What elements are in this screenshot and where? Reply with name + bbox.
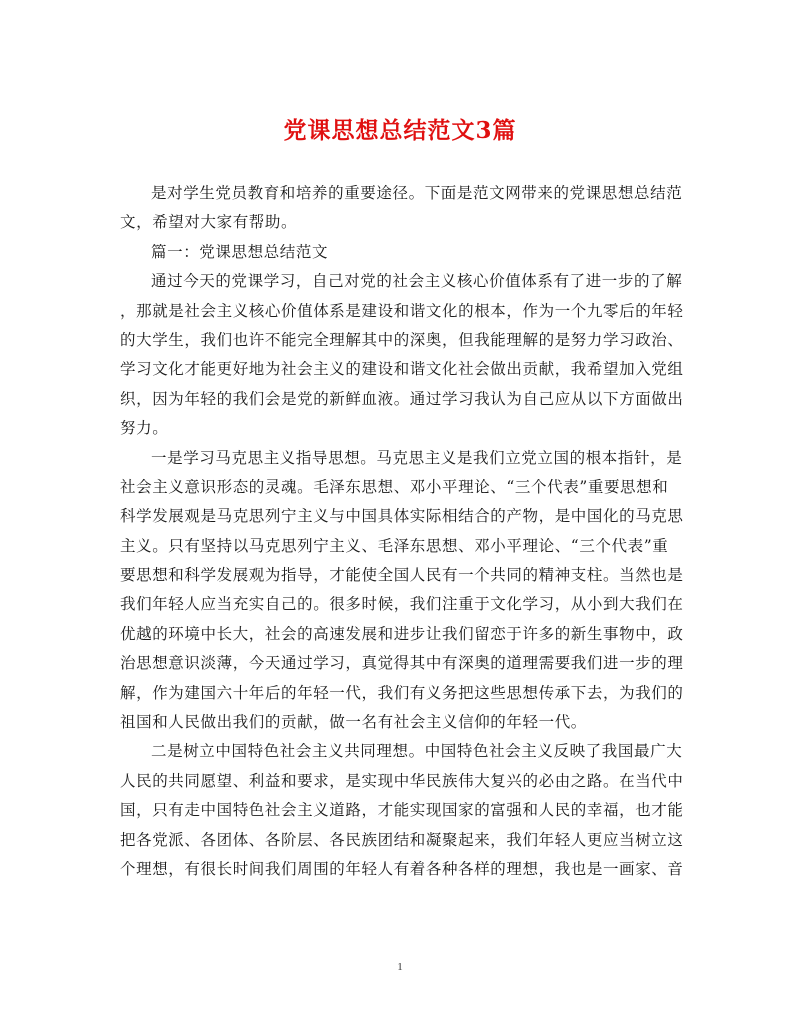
- text-line: 社会主义意识形态的灵魂。毛泽东思想、邓小平理论、“三个代表”重要思想和: [120, 477, 669, 496]
- text-line: 治思想意识淡薄，今天通过学习，真觉得其中有深奥的道理需要我们进一步的理: [120, 654, 684, 673]
- text-line: 主义。只有坚持以马克思列宁主义、毛泽东思想、邓小平理论、“三个代表”重: [120, 536, 669, 555]
- text-line: 我们年轻人应当充实自己的。很多时候，我们注重于文化学习，从小到大我们在: [120, 595, 684, 614]
- text-line: 国，只有走中国特色社会主义道路，才能实现国家的富强和人民的幸福，也才能: [120, 801, 684, 820]
- text-line: 学习文化才能更好地为社会主义的建设和谐文化社会做出贡献，我希望加入党组: [120, 360, 684, 379]
- text-line: 二是树立中国特色社会主义共同理想。中国特色社会主义反映了我国最广大: [151, 742, 683, 761]
- text-line: 人民的共同愿望、利益和要求，是实现中华民族伟大复兴的必由之路。在当代中: [120, 771, 684, 790]
- text-line: 科学发展观是马克思列宁主义与中国具体实际相结合的产物，是中国化的马克思: [120, 507, 684, 526]
- text-line: 通过今天的党课学习，自己对党的社会主义核心价值体系有了进一步的了解: [151, 272, 683, 291]
- text-line: 文，希望对大家有帮助。: [120, 213, 298, 232]
- text-line: 解，作为建国六十年后的年轻一代，我们有义务把这些思想传承下去，为我们的: [120, 683, 684, 702]
- text-line: 祖国和人民做出我们的贡献，做一名有社会主义信仰的年轻一代。: [120, 713, 587, 732]
- text-line: 一是学习马克思主义指导思想。马克思主义是我们立党立国的根本指针，是: [151, 448, 683, 467]
- document-title: 党课思想总结范文3篇: [283, 117, 517, 144]
- text-line: 织，因为年轻的我们会是党的新鲜血液。通过学习我认为自己应从以下方面做出: [120, 389, 684, 408]
- text-line: 优越的环境中长大，社会的高速发展和进步让我们留恋于许多的新生事物中，政: [120, 624, 684, 643]
- text-line: 个理想，有很长时间我们周围的年轻人有着各种各样的理想，我也是一画家、音: [120, 859, 684, 878]
- text-line: 努力。: [120, 419, 169, 438]
- document-body: [120, 179, 682, 884]
- text-line: 把各党派、各团体、各阶层、各民族团结和凝聚起来，我们年轻人更应当树立这: [120, 830, 684, 849]
- text-line: 要思想和科学发展观为指导，才能使全国人民有一个共同的精神支柱。当然也是: [120, 566, 684, 585]
- text-line: 篇一：党课思想总结范文: [151, 242, 329, 261]
- text-line: 是对学生党员教育和培养的重要途径。下面是范文网带来的党课思想总结范: [151, 184, 683, 202]
- page-number: 1: [397, 961, 403, 973]
- text-line: 的大学生，我们也许不能完全理解其中的深奥，但我能理解的是努力学习政治、: [120, 330, 684, 349]
- text-line: ，那就是社会主义核心价值体系是建设和谐文化的根本，作为一个九零后的年轻: [120, 301, 684, 320]
